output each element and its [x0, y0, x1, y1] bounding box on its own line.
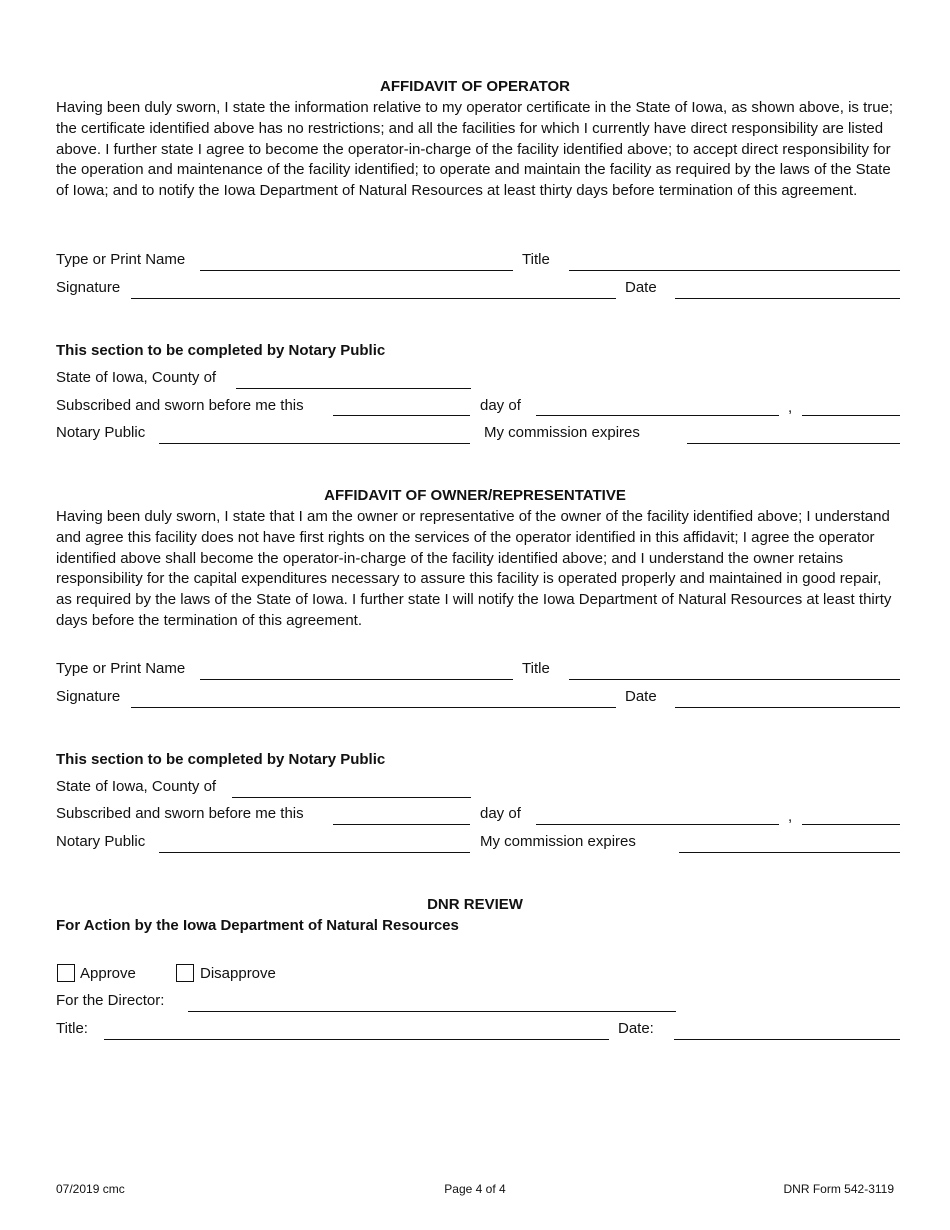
operator-name-label: Type or Print Name — [56, 251, 186, 268]
owner-date-field[interactable] — [675, 707, 900, 708]
owner-notary-county-label: State of Iowa, County of — [56, 778, 217, 795]
owner-notary-year-field[interactable] — [802, 824, 900, 825]
dnr-review-subtitle: For Action by the Iowa Department of Natural Resources — [56, 917, 459, 934]
operator-date-field[interactable] — [675, 298, 900, 299]
operator-affidavit-statement: Having been duly sworn, I state the information relative to my operator certificate in the State of Iowa, as shown above, is true; the certificate identified above has no restrictions; and all the facilities for which I currently have direct responsibility are listed above. I further state I agree to become the operator-in-charge of the facility identified above; to accept direct responsibility for the operation and maintenance of the facility identified; to operate and maintain the facility as required by the laws of the State of Iowa; and to notify the Iowa Department of Natural Resources at least thirty days before termination of this agreement. — [56, 99, 894, 200]
operator-notary-day-of-label: day of — [480, 397, 521, 414]
operator-notary-day-field[interactable] — [333, 415, 470, 416]
review-title-label: Title: — [56, 1020, 88, 1037]
review-title-field[interactable] — [104, 1039, 609, 1040]
director-label: For the Director: — [56, 992, 165, 1009]
owner-notary-expires-field[interactable] — [679, 852, 900, 853]
operator-date-label: Date — [625, 279, 657, 296]
operator-notary-year-field[interactable] — [802, 415, 900, 416]
owner-notary-comma: , — [788, 808, 793, 825]
operator-notary-expires-label: My commission expires — [484, 424, 640, 441]
owner-notary-day-of-label: day of — [480, 805, 521, 822]
operator-notary-sworn-label: Subscribed and sworn before me this — [56, 397, 304, 414]
approve-label: Approve — [80, 965, 136, 982]
owner-title-label: Title — [522, 660, 550, 677]
footer-form-number: DNR Form 542-3119 — [783, 1182, 894, 1196]
operator-notary-expires-field[interactable] — [687, 443, 900, 444]
operator-notary-county-field[interactable] — [236, 388, 471, 389]
operator-affidavit-title: AFFIDAVIT OF OPERATOR — [380, 78, 570, 95]
owner-title-field[interactable] — [569, 679, 900, 680]
footer-revision: 07/2019 cmc — [56, 1182, 125, 1196]
operator-signature-field[interactable] — [131, 298, 616, 299]
owner-affidavit-title: AFFIDAVIT OF OWNER/REPRESENTATIVE — [324, 487, 626, 504]
director-field[interactable] — [188, 1011, 676, 1012]
owner-notary-public-field[interactable] — [159, 852, 470, 853]
footer-page-number: Page 4 of 4 — [444, 1182, 506, 1196]
owner-notary-sworn-label: Subscribed and sworn before me this — [56, 805, 304, 822]
operator-notary-heading: This section to be completed by Notary Public — [56, 342, 386, 359]
review-date-field[interactable] — [674, 1039, 900, 1040]
owner-notary-month-field[interactable] — [536, 824, 779, 825]
operator-signature-label: Signature — [56, 279, 121, 296]
owner-name-label: Type or Print Name — [56, 660, 186, 677]
operator-title-label: Title — [522, 251, 550, 268]
owner-signature-field[interactable] — [131, 707, 616, 708]
review-date-label: Date: — [618, 1020, 654, 1037]
owner-name-field[interactable] — [200, 679, 513, 680]
owner-notary-day-field[interactable] — [333, 824, 470, 825]
disapprove-checkbox[interactable] — [176, 964, 194, 982]
operator-notary-comma: , — [788, 399, 793, 416]
operator-notary-public-field[interactable] — [159, 443, 470, 444]
operator-notary-county-label: State of Iowa, County of — [56, 369, 217, 386]
owner-notary-public-label: Notary Public — [56, 833, 146, 850]
owner-notary-heading: This section to be completed by Notary Public — [56, 751, 386, 768]
operator-notary-month-field[interactable] — [536, 415, 779, 416]
owner-notary-county-field[interactable] — [232, 797, 471, 798]
owner-date-label: Date — [625, 688, 657, 705]
operator-name-field[interactable] — [200, 270, 513, 271]
approve-checkbox[interactable] — [57, 964, 75, 982]
operator-title-field[interactable] — [569, 270, 900, 271]
operator-notary-public-label: Notary Public — [56, 424, 146, 441]
owner-affidavit-statement: Having been duly sworn, I state that I am the owner or representative of the owner of the facility identified above; I understand and agree this facility does not have first rights on the services of the operator identified in this affidavit; I agree the operator identified above shall become the operator-in-charge of the facility identified above; and I understand the owner retains responsibility for the capital expenditures necessary to assure this facility is operated properly and maintained in good repair, as required by the laws of the State of Iowa. I further state I will notify the Iowa Department of Natural Resources at least thirty days before the termination of this agreement. — [56, 508, 892, 629]
disapprove-label: Disapprove — [200, 965, 276, 982]
owner-notary-expires-label: My commission expires — [480, 833, 636, 850]
dnr-review-title: DNR REVIEW — [427, 896, 523, 913]
owner-signature-label: Signature — [56, 688, 121, 705]
